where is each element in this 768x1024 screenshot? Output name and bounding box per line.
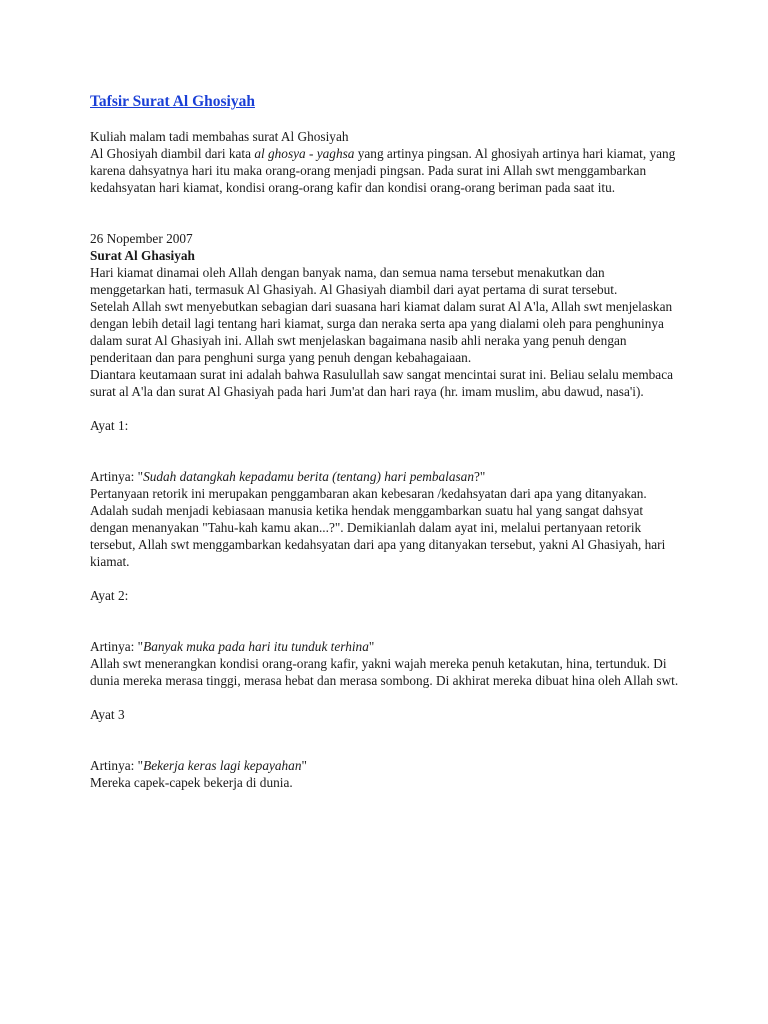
section-heading: Surat Al Ghasiyah xyxy=(90,248,195,263)
artinya-text: Banyak muka pada hari itu tunduk terhina xyxy=(143,639,369,654)
document-page xyxy=(90,92,682,791)
ayat-explanation: Pertanyaan retorik ini merupakan penggambaran akan kebesaran /kedahsyatan dari apa yang ditanyakan. Adalah sudah menjadi kebiasaan manusia ketika hendak menggambarkan suatu hal yang sangat dahsyat dengan menanyakan "Tahu-kah kamu akan...?". Demikianlah dalam ayat ini, melalui pertanyaan retorik tersebut, Allah swt menggambarkan kedahsyatan dari apa yang ditanyakan tersebut, yakni Al Ghasiyah, hari kiamat. xyxy=(90,486,666,569)
ayat-translation xyxy=(90,757,682,774)
spacer xyxy=(90,196,682,230)
spacer xyxy=(90,400,682,417)
intro-text-after: yang artinya pingsan. Al ghosiyah artinya hari kiamat, yang karena dahsyatnya hari itu maka orang-orang menjadi pingsan. Pada surat ini Allah swt menggambarkan kedahsyatan hari kiamat, kondisi orang-orang kafir dan kondisi orang-orang beriman pada saat itu. xyxy=(90,146,676,195)
spacer xyxy=(90,723,682,757)
spacer xyxy=(90,689,682,706)
ayat-explanation: Allah swt menerangkan kondisi orang-orang kafir, yakni wajah mereka penuh ketakutan, hina, tertunduk. Di dunia mereka merasa tinggi, merasa hebat dan merasa sombong. Di akhirat mereka dibuat hina oleh Allah swt. xyxy=(90,656,679,688)
spacer xyxy=(90,604,682,638)
artinya-prefix: Artinya: " xyxy=(90,469,144,484)
intro-paragraph xyxy=(90,145,682,196)
body-paragraph: Diantara keutamaan surat ini adalah bahwa Rasulullah saw sangat mencintai surat ini. Beliau selalu membaca surat al A'la dan surat Al Ghasiyah pada hari Jum'at dan hari raya (hr. imam muslim, abu dawud, nasa'i). xyxy=(90,367,674,399)
artinya-text: Bekerja keras lagi kepayahan xyxy=(143,758,302,773)
artinya-suffix: " xyxy=(368,639,375,654)
ayat-translation xyxy=(90,468,682,485)
page-title[interactable]: Tafsir Surat Al Ghosiyah xyxy=(90,93,255,110)
body-paragraph: Hari kiamat dinamai oleh Allah dengan banyak nama, dan semua nama tersebut menakutkan dan menggetarkan hati, termasuk Al Ghasiyah. Al Ghasiyah diambil dari ayat pertama di surat tersebut. xyxy=(90,265,618,297)
spacer xyxy=(90,570,682,587)
post-date: 26 Nopember 2007 xyxy=(90,231,193,246)
artinya-suffix: ?" xyxy=(473,469,486,484)
ayat-label: Ayat 2: xyxy=(90,588,129,603)
spacer xyxy=(90,434,682,468)
artinya-suffix: " xyxy=(301,758,307,773)
ayat-label: Ayat 3 xyxy=(90,707,125,722)
artinya-prefix: Artinya: " xyxy=(90,639,144,654)
ayat-label: Ayat 1: xyxy=(90,418,129,433)
artinya-text: Sudah datangkah kepadamu berita (tentang) hari pembalasan xyxy=(143,469,474,484)
intro-italic-term: al ghosya - yaghsa xyxy=(254,146,355,161)
intro-line: Kuliah malam tadi membahas surat Al Ghosiyah xyxy=(90,129,349,144)
ayat-translation xyxy=(90,638,682,655)
ayat-explanation: Mereka capek-capek bekerja di dunia. xyxy=(90,775,293,790)
intro-text-before: Al Ghosiyah diambil dari kata xyxy=(90,146,255,161)
artinya-prefix: Artinya: " xyxy=(90,758,144,773)
body-paragraph: Setelah Allah swt menyebutkan sebagian dari suasana hari kiamat dalam surat Al A'la, Allah swt menjelaskan dengan lebih detail lagi tentang hari kiamat, surga dan neraka serta apa yang dialami oleh para penghuninya dalam surat Al Ghasiyah ini. Allah swt menjelaskan bagaimana nasib ahli neraka yang penuh dengan penderitaan dan para penghuni surga yang penuh dengan kebahagaiaan. xyxy=(90,299,673,365)
